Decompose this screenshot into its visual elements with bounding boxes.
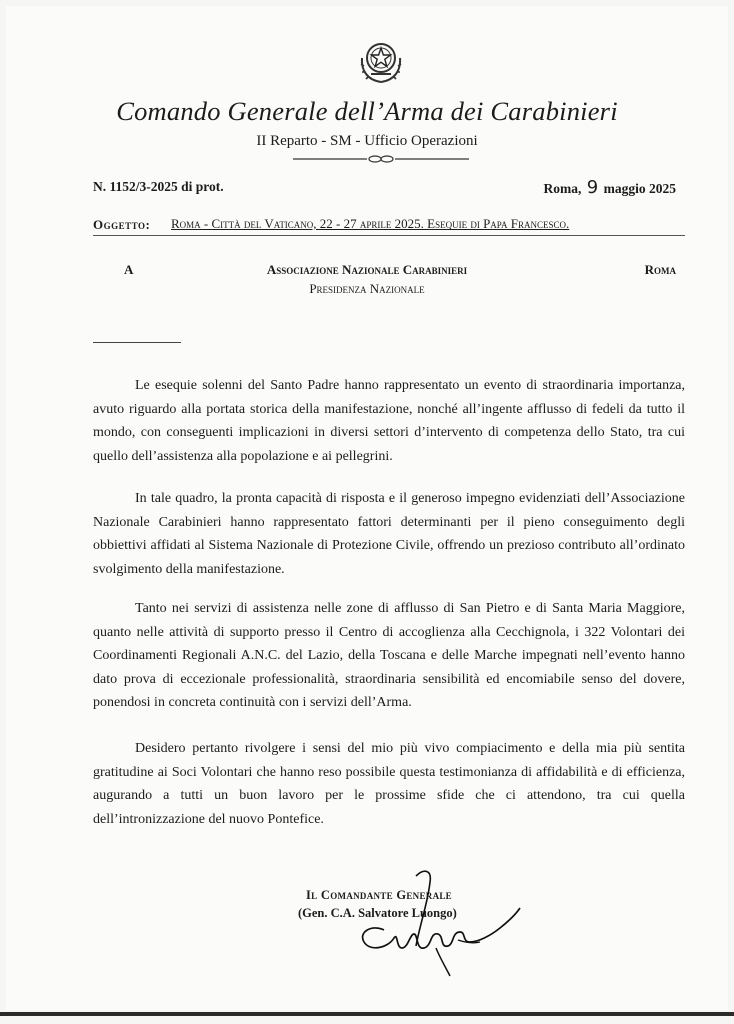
addressee-name: Associazione Nazionale Carabinieri [266,262,468,277]
subject-underline [93,235,685,236]
addressee-office: Presidenza Nazionale [309,281,425,296]
letter-date [544,177,676,198]
body-paragraph-4: Desidero pertanto rivolgere i sensi del mio più vivo compiacimento e della mia più sentita gratitudine ai Soci Volontari che hanno reso possibile questa testimonianza di affidabilità e di efficienza, augurando a tutti un buon lavoro per le prossime sfide che ci attendono, tra cui quella dell’intronizzazione del nuovo Pontefice. [93,741,685,827]
subject-label: Oggetto: [93,217,151,232]
document-title: Comando Generale dell’Arma dei Carabinieri [116,96,618,126]
handwritten-signature [324,862,524,980]
separator-line [93,342,181,343]
bottom-border [0,1012,734,1016]
body-paragraph-1: Le esequie solenni del Santo Padre hanno rappresentato un evento di straordinaria importanza, avuto riguardo alla portata storica della manifestazione, nonché all’ingente afflusso di fedeli da tutto il mondo, con conseguenti implicazioni in diversi settori d’intervento di competenza dello Stato, tra cui quello dell’assistenza alla popolazione e ai pellegrini. [93,378,685,464]
italian-republic-emblem-icon [359,36,403,84]
body-paragraph-2: In tale quadro, la pronta capacità di risposta e il generoso impegno evidenziati dell’Associazione Nazionale Carabinieri hanno rappresentato fattori determinanti per il pieno conseguimento degli obbiettivi affidati al Sistema Nazionale di Protezione Civile, offrendo un prezioso contributo all’ordinato svolgimento della manifestazione. [93,491,685,577]
addressee-prefix: A [124,262,134,277]
addressee-city: Roma [644,262,676,277]
date-prefix: Roma, [543,181,582,196]
date-suffix: maggio 2025 [603,181,676,196]
department-subtitle: II Reparto - SM - Ufficio Operazioni [256,133,478,149]
body-paragraph-3: Tanto nei servizi di assistenza nelle zone di afflusso di San Pietro e di Santa Maria Maggiore, quanto nelle attività di supporto presso il Centro di accoglienza alla Cecchignola, i 322 Volontari dei Coordinamenti Regionali A.N.C. del Lazio, della Toscana e delle Marche impegnati nell’evento hanno dato prova di eccezionale professionalità, straordinaria sensibilità ed encomiabile senso del dovere, ponendosi in concreta continuità con i servizi dell’Arma. [93,601,685,711]
protocol-number: N. 1152/3-2025 di prot. [93,179,224,194]
ornament-divider [293,154,469,164]
signatory-title: Il Comandante Generale [306,888,452,902]
signatory-name: (Gen. C.A. Salvatore Luongo) [298,906,457,920]
date-day: 9 [586,177,599,198]
subject-text: Roma - Città del Vaticano, 22 - 27 aprile 2025. Esequie di Papa Francesco. [171,216,570,231]
